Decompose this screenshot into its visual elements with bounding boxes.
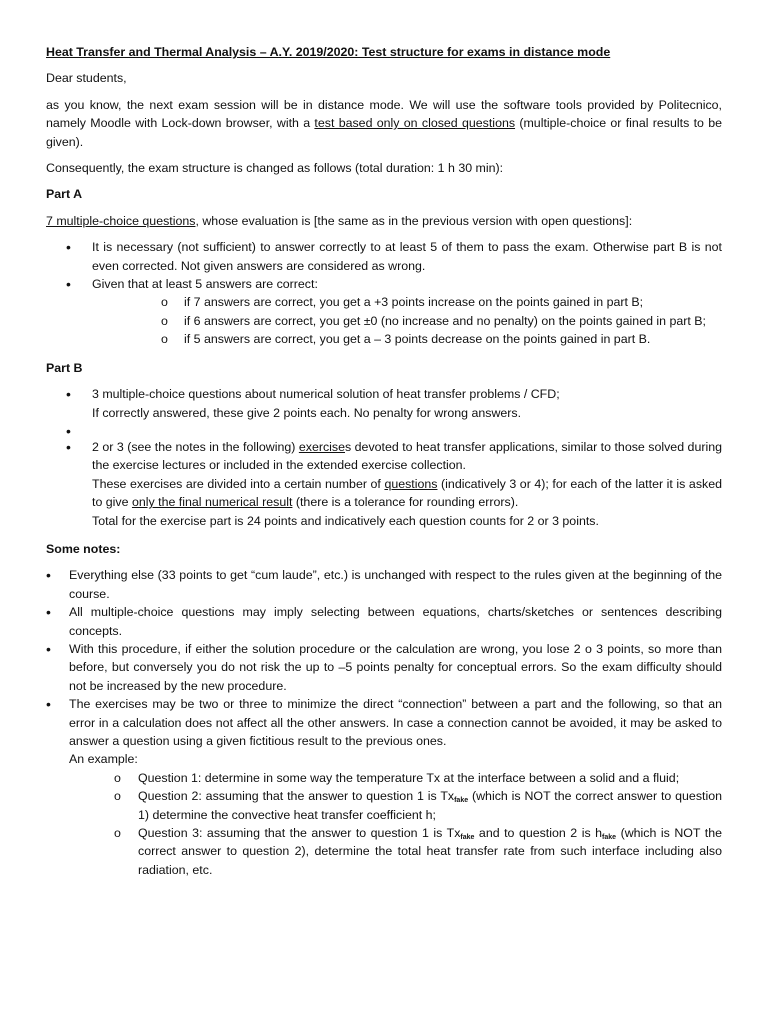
part-a-lead-rest: , whose evaluation is [the same as in the previous version with open questions]: — [195, 213, 633, 228]
part-a-bullet-pass-rule: • It is necessary (not sufficient) to answer correctly to at least 5 of them to pass the exam. Otherwise part B is not even corrected. Not given answers are considered as wrong. — [46, 238, 722, 275]
part-a-sub-list — [92, 293, 722, 348]
example-question-3-text-c: (which is NOT the correct answer to question 2), determine the total heat transfer rate from such interface including also radiation, etc. — [138, 826, 722, 877]
part-b-exercises-text-a: 2 or 3 (see the notes in the following) — [92, 439, 299, 454]
part-a-sub-item-7: o if 7 answers are correct, you get a +3 points increase on the points gained in part B; — [92, 293, 722, 311]
part-b-exercises-text-d: (indicatively 3 or 4); for each of the latter it is asked to give — [92, 476, 722, 510]
example-question-3-text-b: and to question 2 is h — [474, 826, 603, 841]
part-b-final-result-underlined: only the final numerical result — [131, 495, 293, 510]
example-question-3-subscript-1: fake — [460, 834, 475, 842]
part-b-exercises-text-c: These exercises are divided into a certain number of — [92, 476, 385, 491]
part-a-heading: Part A — [46, 187, 83, 202]
note-item-exercises — [46, 695, 722, 879]
part-a-sub-item-5: o if 5 answers are correct, you get a – 3 points decrease on the points gained in part B. — [92, 330, 722, 348]
example-question-3-text-a: Question 3: assuming that the answer to question 1 is Tx — [138, 826, 461, 841]
part-b-heading: Part B — [46, 360, 83, 375]
example-label: An example: — [69, 752, 138, 767]
example-question-1: o Question 1: determine in some way the temperature Tx at the interface between a solid and a fluid; — [69, 769, 722, 787]
part-b-spacer — [46, 422, 722, 438]
part-b-bullet-cfd — [46, 385, 722, 422]
part-a-lead-underlined: 7 multiple-choice questions — [46, 213, 196, 228]
part-a-bullet-conditions — [46, 275, 722, 349]
note-item-multiple-choice: • All multiple-choice questions may imply selecting between equations, charts/sketches or sentences describing concepts. — [46, 603, 722, 640]
example-question-3 — [69, 824, 722, 879]
part-b-exercises-para2 — [92, 475, 722, 512]
part-a-bullets — [46, 238, 722, 348]
part-b-questions-underlined: questions — [384, 476, 438, 491]
part-b-bullet-cfd-line1: • 3 multiple-choice questions about numerical solution of heat transfer problems / CFD; — [92, 387, 560, 402]
part-b-exercises-para3: Total for the exercise part is 24 points and indicatively each question counts for 2 or 3 points. — [92, 513, 599, 528]
example-question-2-text-a: Question 2: assuming that the answer to question 1 is Tx — [138, 789, 455, 804]
part-b-bullet-cfd-line2: If correctly answered, these give 2 points each. No penalty for wrong answers. — [92, 405, 522, 420]
part-b-exercises-underlined: exercise — [298, 439, 345, 454]
example-question-2-subscript: fake — [454, 797, 469, 805]
structure-line: Consequently, the exam structure is changed as follows (total duration: 1 h 30 min): — [46, 161, 504, 176]
note-item-procedure: • With this procedure, if either the solution procedure or the calculation are wrong, you lose 2 o 3 points, so more than before, but conversely you do not risk the up to –5 points penalty for conceptual errors. So the exam difficulty should not be increased by the new procedure. — [46, 640, 722, 695]
intro-text-start: as you know, the next exam session will be in distance mode. We will use the software tools provided by Politecnico, namely Moodle with Lock-down browser, with a — [46, 97, 722, 131]
part-b-exercises-text-e: (there is a tolerance for rounding errors). — [292, 495, 519, 510]
closed-questions-emphasis: test based only on closed questions — [314, 116, 516, 131]
part-a-bullet-conditions-text: Given that at least 5 answers are correct: — [92, 277, 318, 292]
part-a-sub-item-6: o if 6 answers are correct, you get ±0 (no increase and no penalty) on the points gained in part B; — [92, 312, 722, 330]
part-b-bullets — [46, 385, 722, 530]
greeting: Dear students, — [46, 71, 127, 86]
part-b-exercises-para1 — [92, 438, 722, 475]
part-a-lead — [46, 212, 722, 230]
example-question-3-subscript-2: fake — [602, 834, 617, 842]
intro-text-end: (multiple-choice or final results to be given). — [46, 116, 722, 149]
note-item-exercises-text: • The exercises may be two or three to minimize the direct “connection” between a part and the following, so that an error in a calculation does not affect all the other answers. In case a connection cannot be avoided, it may be asked to answer a question using a given fictitious result to the previous ones. — [69, 697, 722, 748]
example-question-2 — [69, 787, 722, 824]
notes-heading: Some notes: — [46, 541, 121, 556]
example-list — [69, 769, 722, 879]
note-item-cum-laude: • Everything else (33 points to get “cum laude”, etc.) is unchanged with respect to the rules given at the beginning of the course. — [46, 566, 722, 603]
document-title: Heat Transfer and Thermal Analysis – A.Y. 2019/2020: Test structure for exams in distance mode — [46, 45, 611, 59]
document-page — [46, 43, 722, 889]
example-question-2-text-b: (which is NOT the correct answer to question 1) determine the convective heat transfer coefficient h; — [138, 789, 722, 822]
part-b-exercises-text-b: s devoted to heat transfer applications, similar to those solved during the exercise lectures or included in the extended exercise collection. — [92, 439, 722, 473]
part-b-bullet-exercises — [46, 438, 722, 530]
intro-paragraph — [46, 96, 722, 151]
notes-list — [46, 566, 722, 879]
